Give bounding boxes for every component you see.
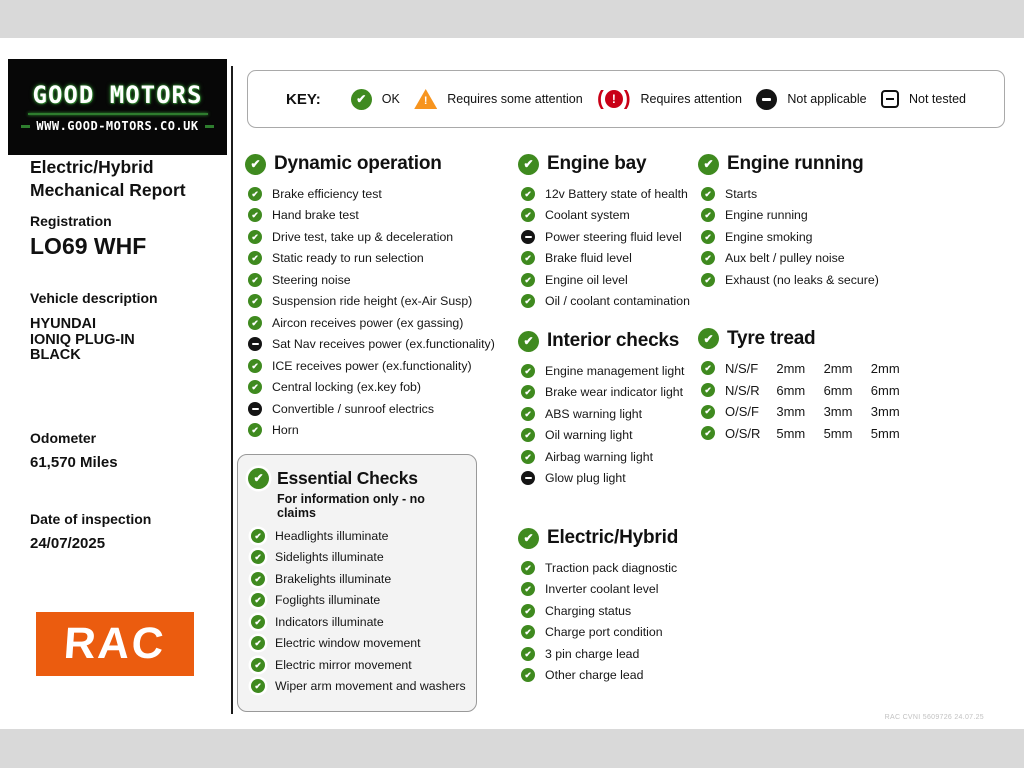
status-icon: [251, 550, 265, 564]
tyre-depth-2: 6mm: [823, 382, 853, 398]
check-item: [245, 226, 507, 248]
tyre-position-label: N/S/F: [725, 360, 759, 376]
check-item: [518, 557, 703, 579]
check-item-label: Other charge lead: [545, 668, 644, 683]
section-tyre-tread: [698, 327, 908, 445]
key-items: [351, 89, 966, 110]
check-item: [248, 547, 466, 569]
key-status-icon: [881, 90, 899, 108]
key-item-label: Not applicable: [787, 92, 867, 106]
vehicle-model: IONIQ PLUG-IN: [30, 331, 135, 348]
tyre-depth-3: 5mm: [870, 425, 900, 441]
section-header: [245, 152, 507, 176]
essential-checks-list: [248, 525, 466, 697]
ok-check-icon: [698, 154, 719, 175]
tyre-depth-1: 5mm: [776, 425, 806, 441]
odometer-value: 61,570 Miles: [30, 453, 118, 471]
status-icon: [521, 294, 535, 308]
check-item: [245, 248, 507, 270]
section-title: Electric/Hybrid: [547, 527, 679, 548]
check-item-label: Drive test, take up & deceleration: [272, 229, 454, 244]
check-item: [518, 226, 703, 248]
check-item-label: Starts: [725, 186, 758, 201]
key-status-icon: [597, 89, 630, 109]
section-electric-hybrid: [518, 526, 703, 686]
check-item-label: Sidelights illuminate: [275, 550, 384, 565]
check-item-label: Power steering fluid level: [545, 229, 682, 244]
top-band: [0, 0, 1024, 38]
check-item-label: Engine management light: [545, 363, 685, 378]
check-item: [698, 226, 908, 248]
check-item: [248, 590, 466, 612]
key-item: [351, 89, 400, 110]
check-item: [518, 360, 703, 382]
report-title: [30, 156, 226, 202]
section-title: Engine bay: [547, 153, 647, 174]
check-item-label: Brake wear indicator light: [545, 385, 684, 400]
status-icon: [701, 405, 715, 419]
check-item-label: Electric window movement: [275, 636, 421, 651]
check-item: [245, 334, 507, 356]
status-icon: [521, 230, 535, 244]
tyre-position-label: O/S/F: [725, 404, 759, 420]
check-item: [245, 420, 507, 442]
status-icon: [248, 187, 262, 201]
key-item: [756, 89, 866, 110]
status-icon: [521, 273, 535, 287]
check-item: [245, 183, 507, 205]
section-header: [248, 466, 466, 490]
report-title-line2: Mechanical Report: [30, 180, 186, 200]
status-icon: [251, 529, 265, 543]
check-item: [245, 205, 507, 227]
section-title: Interior checks: [547, 330, 680, 351]
check-item-label: Engine smoking: [725, 229, 813, 244]
status-icon: [248, 230, 262, 244]
check-item-label: Indicators illuminate: [275, 614, 384, 629]
check-item-label: Headlights illuminate: [275, 528, 389, 543]
check-item-label: Exhaust (no leaks & secure): [725, 272, 879, 287]
tyre-depth-2: 3mm: [823, 404, 853, 420]
report-title-line1: Electric/Hybrid: [30, 157, 154, 177]
odometer-label: Odometer: [30, 429, 97, 446]
section-header: [518, 526, 703, 550]
check-item-label: Engine oil level: [545, 272, 628, 287]
dealer-logo-name: GOOD MOTORS: [32, 81, 203, 109]
status-icon: [251, 679, 265, 693]
check-item: [248, 633, 466, 655]
check-item-label: Convertible / sunroof electrics: [272, 401, 434, 416]
status-icon: [701, 383, 715, 397]
watermark-text: RAC CVNI 5609726 24.07.25: [884, 714, 984, 721]
ok-check-icon: [698, 328, 719, 349]
key-status-icon: [351, 89, 372, 110]
electric-hybrid-list: [518, 557, 703, 686]
bottom-band: [0, 729, 1024, 768]
check-item: [248, 611, 466, 633]
check-item-label: Steering noise: [272, 272, 351, 287]
check-item-label: Oil / coolant contamination: [545, 294, 690, 309]
check-item-label: Wiper arm movement and washers: [275, 679, 466, 694]
vehicle-description-label: Vehicle description: [30, 290, 158, 306]
check-item-label: Traction pack diagnostic: [545, 560, 678, 575]
ok-check-icon: [518, 154, 539, 175]
rac-logo-text: RAC: [62, 619, 168, 668]
ok-check-icon: [518, 331, 539, 352]
check-item-label: Aircon receives power (ex gassing): [272, 315, 464, 330]
check-item-label: Coolant system: [545, 208, 630, 223]
check-item: [248, 568, 466, 590]
engine-running-list: [698, 183, 908, 291]
status-icon: [701, 230, 715, 244]
check-item-label: Charging status: [545, 603, 632, 618]
check-item: [518, 579, 703, 601]
check-item-label: Brake efficiency test: [272, 186, 382, 201]
status-icon: [521, 625, 535, 639]
key-item-label: Not tested: [909, 92, 966, 106]
dynamic-operation-list: [245, 183, 507, 441]
check-item-label: 12v Battery state of health: [545, 186, 688, 201]
status-icon: [521, 208, 535, 222]
tyre-depth-3: 2mm: [870, 360, 900, 376]
ok-check-icon: [245, 154, 266, 175]
section-header: [518, 329, 703, 353]
tyre-depth-1: 3mm: [776, 404, 806, 420]
section-header: [698, 152, 908, 176]
logo-divider: [28, 113, 208, 115]
check-item: [245, 398, 507, 420]
status-icon: [248, 337, 262, 351]
key-status-icon: [756, 89, 777, 110]
tyre-depth-3: 6mm: [870, 382, 900, 398]
status-icon: [521, 604, 535, 618]
status-icon: [521, 668, 535, 682]
dealer-website: WWW.GOOD-MOTORS.CO.UK: [21, 119, 213, 133]
check-item: [245, 355, 507, 377]
key-status-icon: [414, 89, 437, 109]
status-icon: [248, 423, 262, 437]
check-item: [518, 665, 703, 687]
status-icon: [521, 407, 535, 421]
status-icon: [521, 251, 535, 265]
essential-checks-subtitle: For information only - no claims: [277, 492, 425, 520]
section-title: Engine running: [727, 153, 864, 174]
status-icon: [521, 561, 535, 575]
key-item-label: OK: [381, 92, 400, 106]
check-item-label: Horn: [272, 423, 299, 438]
check-item-label: Charge port condition: [545, 625, 663, 640]
check-item: [245, 312, 507, 334]
check-item: [518, 600, 703, 622]
tyre-depth-2: 2mm: [823, 360, 853, 376]
rac-logo: [36, 612, 194, 676]
status-icon: [251, 658, 265, 672]
check-item-label: ICE receives power (ex.functionality): [272, 358, 472, 373]
report-sidebar: [30, 156, 226, 552]
check-item-label: Brake fluid level: [545, 251, 632, 266]
check-item: [518, 425, 703, 447]
vehicle-make: HYUNDAI: [30, 316, 97, 332]
check-item-label: Engine running: [725, 208, 808, 223]
status-icon: [251, 615, 265, 629]
check-item-label: Sat Nav receives power (ex.functionality): [272, 337, 495, 352]
tyre-depth-3: 3mm: [870, 404, 900, 420]
status-icon: [521, 187, 535, 201]
sidebar-divider: [231, 66, 233, 714]
vehicle-description: [30, 317, 226, 364]
check-item: [518, 446, 703, 468]
key-item: [414, 89, 583, 109]
status-icon: [701, 426, 715, 440]
key-item-label: Requires some attention: [447, 92, 583, 106]
check-item: [248, 676, 466, 698]
key-item: [881, 90, 966, 108]
status-icon: [521, 364, 535, 378]
check-item-label: Airbag warning light: [545, 449, 654, 464]
check-item-label: Glow plug light: [545, 471, 626, 486]
status-icon: [248, 251, 262, 265]
check-item-label: Aux belt / pulley noise: [725, 251, 845, 266]
ok-check-icon: [248, 468, 269, 489]
check-item: [518, 269, 703, 291]
section-header: [698, 327, 908, 351]
inspection-date-label: Date of inspection: [30, 510, 152, 527]
check-item-label: Brakelights illuminate: [275, 571, 392, 586]
section-title: Dynamic operation: [274, 153, 442, 174]
status-icon: [251, 572, 265, 586]
status-icon: [251, 636, 265, 650]
tyre-row: [698, 358, 908, 380]
tyre-depth-2: 5mm: [823, 425, 853, 441]
status-icon: [521, 385, 535, 399]
check-item-label: Suspension ride height (ex-Air Susp): [272, 294, 473, 309]
section-title: Tyre tread: [727, 327, 816, 349]
tyre-row: [698, 379, 908, 401]
ok-check-icon: [518, 528, 539, 549]
status-icon: [521, 582, 535, 596]
check-item: [248, 654, 466, 676]
check-item: [698, 183, 908, 205]
tyre-row: [698, 401, 908, 423]
status-icon: [521, 471, 535, 485]
section-essential-checks: [237, 454, 477, 712]
check-item-label: Hand brake test: [272, 208, 359, 223]
check-item-label: Oil warning light: [545, 428, 633, 443]
check-item: [518, 291, 703, 313]
key-legend: [247, 70, 1005, 128]
column-engine-running-tyres: [698, 152, 908, 444]
status-icon: [521, 647, 535, 661]
check-item: [518, 468, 703, 490]
status-icon: [248, 294, 262, 308]
tyre-depth-1: 6mm: [776, 382, 806, 398]
section-title: Essential Checks: [277, 467, 418, 488]
check-item-label: 3 pin charge lead: [545, 646, 640, 661]
check-item: [698, 205, 908, 227]
status-icon: [248, 208, 262, 222]
status-icon: [521, 450, 535, 464]
section-engine-bay: [518, 152, 703, 312]
status-icon: [701, 187, 715, 201]
registration-label: Registration: [30, 213, 112, 229]
status-icon: [521, 428, 535, 442]
engine-bay-list: [518, 183, 703, 312]
check-item-label: ABS warning light: [545, 406, 643, 421]
status-icon: [701, 361, 715, 375]
section-interior-checks: [518, 329, 703, 489]
check-item: [698, 248, 908, 270]
check-item: [518, 403, 703, 425]
check-item-label: Inverter coolant level: [545, 582, 659, 597]
check-item: [518, 248, 703, 270]
registration-value: LO69 WHF: [30, 233, 147, 259]
status-icon: [251, 593, 265, 607]
dealer-logo: [8, 59, 227, 155]
check-item: [518, 205, 703, 227]
status-icon: [248, 402, 262, 416]
status-icon: [248, 316, 262, 330]
key-item: [597, 89, 742, 109]
section-dynamic-operation: [245, 152, 507, 441]
status-icon: [701, 251, 715, 265]
check-item-label: Electric mirror movement: [275, 657, 412, 672]
tyre-tread-list: [698, 358, 908, 445]
inspection-date-value: 24/07/2025: [30, 534, 106, 552]
check-item: [518, 183, 703, 205]
status-icon: [701, 273, 715, 287]
check-item: [518, 643, 703, 665]
key-item-label: Requires attention: [640, 92, 742, 106]
status-icon: [248, 359, 262, 373]
tyre-row: [698, 423, 908, 445]
check-item: [248, 525, 466, 547]
check-item: [518, 382, 703, 404]
check-item-label: Foglights illuminate: [275, 593, 381, 608]
interior-checks-list: [518, 360, 703, 489]
key-label: KEY:: [286, 90, 321, 108]
column-dynamic-operation: [245, 152, 507, 712]
check-item-label: Central locking (ex.key fob): [272, 380, 421, 395]
section-header: [518, 152, 703, 176]
tyre-position-label: N/S/R: [725, 382, 760, 398]
check-item: [245, 269, 507, 291]
section-engine-running: [698, 152, 908, 291]
check-item: [245, 291, 507, 313]
tyre-depth-1: 2mm: [776, 360, 806, 376]
column-engine-interior: [518, 152, 703, 686]
check-item: [518, 622, 703, 644]
check-item-label: Static ready to run selection: [272, 251, 424, 266]
tyre-position-label: O/S/R: [725, 425, 761, 441]
status-icon: [248, 273, 262, 287]
status-icon: [701, 208, 715, 222]
check-item: [245, 377, 507, 399]
status-icon: [248, 380, 262, 394]
vehicle-colour: BLACK: [30, 347, 81, 363]
check-item: [698, 269, 908, 291]
